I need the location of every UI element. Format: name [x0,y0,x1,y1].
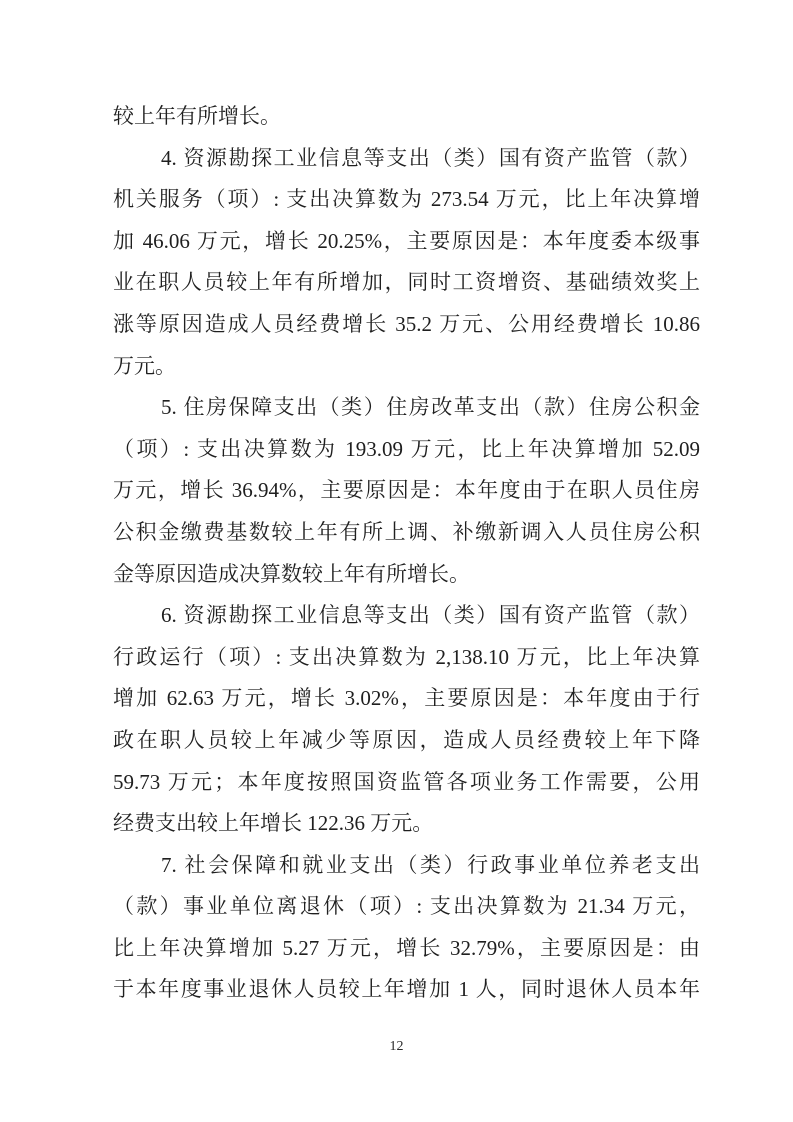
text-line: 业在职人员较上年有所增加，同时工资增资、基础绩效奖上 [113,270,700,295]
text-line-paragraph-5-start: 5. 住房保障支出（类）住房改革支出（款）住房公积金 [161,395,700,420]
text-line: 比上年决算增加 5.27 万元，增长 32.79%，主要原因是：由 [113,935,700,960]
text-line: 增加 62.63 万元，增长 3.02%，主要原因是：本年度由于行 [113,686,700,711]
text-line: 加 46.06 万元，增长 20.25%，主要原因是：本年度委本级事 [113,228,700,253]
text-line: 金等原因造成决算数较上年有所增长。 [113,561,470,586]
text-line: 万元。 [113,353,176,378]
text-line: （项）: 支出决算数为 193.09 万元，比上年决算增加 52.09 [113,436,700,461]
body-text [113,96,700,1011]
text-line: 行政运行（项）: 支出决算数为 2,138.10 万元，比上年决算 [113,644,700,669]
text-line: 涨等原因造成人员经费增长 35.2 万元、公用经费增长 10.86 [113,311,700,336]
text-line-paragraph-4-start: 4. 资源勘探工业信息等支出（类）国有资产监管（款） [161,145,700,170]
text-line: 万元，增长 36.94%，主要原因是：本年度由于在职人员住房 [113,478,700,503]
text-line: （款）事业单位离退休（项）: 支出决算数为 21.34 万元， [113,894,700,919]
page-number: 12 [389,1039,404,1054]
text-line: 机关服务（项）: 支出决算数为 273.54 万元，比上年决算增 [113,187,700,212]
text-line: 经费支出较上年增长 122.36 万元。 [113,811,434,836]
text-line: 公积金缴费基数较上年有所上调、补缴新调入人员住房公积 [113,519,700,544]
text-line: 政在职人员较上年减少等原因，造成人员经费较上年下降 [113,727,700,752]
text-line: 于本年度事业退休人员较上年增加 1 人，同时退休人员本年 [113,977,700,1002]
text-line-paragraph-7-start: 7. 社会保障和就业支出（类）行政事业单位养老支出 [161,852,700,877]
text-line: 59.73 万元；本年度按照国资监管各项业务工作需要，公用 [113,769,700,794]
text-line: 较上年有所增长。 [113,104,281,128]
text-line-paragraph-6-start: 6. 资源勘探工业信息等支出（类）国有资产监管（款） [161,603,700,628]
